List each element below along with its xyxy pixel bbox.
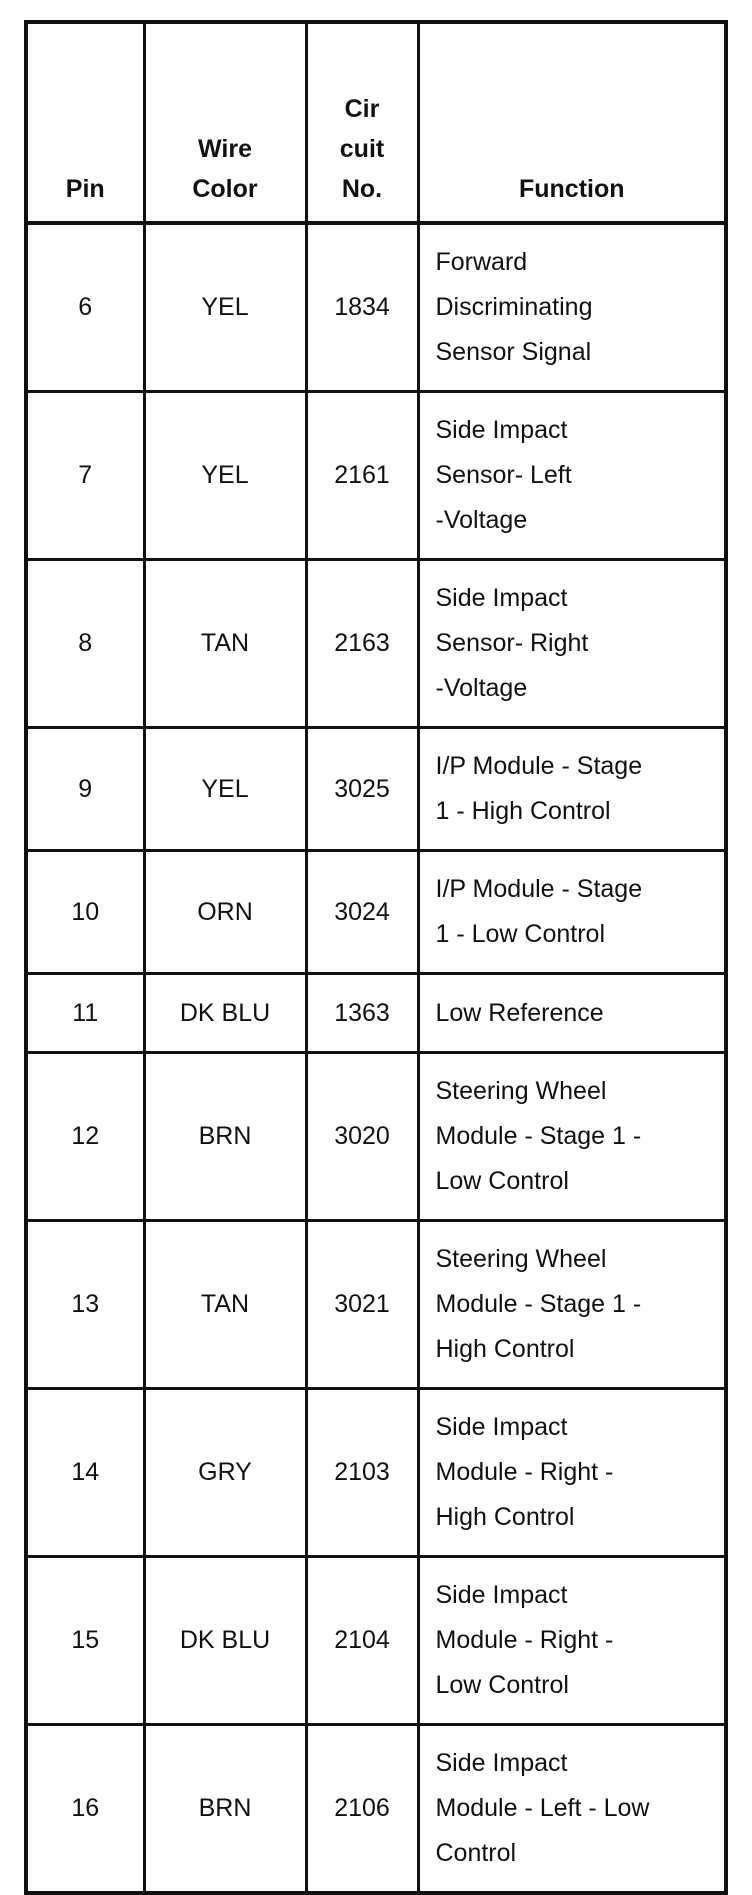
function-line: -Voltage — [435, 674, 528, 702]
wire-color-cell: DK BLU — [144, 974, 306, 1053]
function-cell — [418, 392, 726, 560]
function-cell — [418, 1053, 726, 1221]
wire-color-column-header — [144, 22, 306, 223]
circuit-number-cell: 3021 — [306, 1221, 418, 1389]
function-line: Module - Left - Low — [435, 1794, 650, 1822]
function-line: Low Reference — [435, 998, 604, 1027]
wire-color-cell: YEL — [144, 728, 306, 851]
circuit-number-cell: 2161 — [306, 392, 418, 560]
function-line: Forward — [435, 248, 528, 276]
wire-color-cell: YEL — [144, 223, 306, 392]
circuit-header-line: No. — [341, 175, 383, 203]
function-cell — [418, 1389, 726, 1557]
function-line: Side Impact — [435, 416, 568, 444]
connector-pinout-sheet — [24, 20, 724, 1895]
circuit-number-cell: 3025 — [306, 728, 418, 851]
circuit-number-column-header — [306, 22, 418, 223]
circuit-header-line: Cir — [344, 95, 380, 123]
function-line: Low Control — [435, 1671, 569, 1699]
circuit-number-cell: 2106 — [306, 1725, 418, 1894]
pin-cell: 9 — [26, 728, 144, 851]
table-row — [26, 1221, 726, 1389]
function-line: Low Control — [435, 1167, 569, 1195]
table-row — [26, 1557, 726, 1725]
function-line: I/P Module - Stage — [435, 752, 643, 780]
wire-color-cell: BRN — [144, 1725, 306, 1894]
circuit-header-line: cuit — [339, 135, 385, 163]
table-body — [26, 223, 726, 1893]
circuit-number-cell: 3020 — [306, 1053, 418, 1221]
function-cell — [418, 851, 726, 974]
wire-color-cell: TAN — [144, 1221, 306, 1389]
table-row — [26, 1389, 726, 1557]
function-line: Sensor- Right — [435, 629, 589, 657]
function-column-header — [418, 22, 726, 223]
pin-cell: 10 — [26, 851, 144, 974]
wire-color-cell: TAN — [144, 560, 306, 728]
function-header-text: Function — [518, 175, 625, 203]
function-line: Module - Right - — [435, 1626, 614, 1654]
function-cell — [418, 974, 726, 1053]
table-row — [26, 392, 726, 560]
function-cell — [418, 1725, 726, 1894]
function-line: Side Impact — [435, 1749, 568, 1777]
function-line: Module - Stage 1 - — [435, 1290, 642, 1318]
function-line: Steering Wheel — [435, 1245, 607, 1273]
pin-column-header — [26, 22, 144, 223]
function-line: High Control — [435, 1503, 575, 1531]
table-row — [26, 1053, 726, 1221]
table-row — [26, 1725, 726, 1894]
wire-color-cell: DK BLU — [144, 1557, 306, 1725]
function-line: Module - Stage 1 - — [435, 1122, 642, 1150]
circuit-number-cell: 1834 — [306, 223, 418, 392]
circuit-number-cell: 2104 — [306, 1557, 418, 1725]
table-row — [26, 851, 726, 974]
pin-header-text: Pin — [65, 175, 105, 203]
pin-cell: 8 — [26, 560, 144, 728]
pin-cell: 6 — [26, 223, 144, 392]
function-line: Sensor- Left — [435, 461, 572, 489]
function-line: I/P Module - Stage — [435, 875, 643, 903]
function-cell — [418, 223, 726, 392]
function-line: Control — [435, 1839, 517, 1867]
wire-color-header-line: Wire — [198, 135, 252, 163]
pin-cell: 16 — [26, 1725, 144, 1894]
pin-cell: 15 — [26, 1557, 144, 1725]
wire-color-cell: ORN — [144, 851, 306, 974]
pin-cell: 14 — [26, 1389, 144, 1557]
function-line: Steering Wheel — [435, 1077, 607, 1105]
table-row — [26, 560, 726, 728]
table-row — [26, 974, 726, 1053]
function-line: Sensor Signal — [435, 338, 592, 366]
function-cell — [418, 560, 726, 728]
pin-cell: 12 — [26, 1053, 144, 1221]
pin-cell: 11 — [26, 974, 144, 1053]
function-line: -Voltage — [435, 506, 528, 534]
function-line: Side Impact — [435, 1581, 568, 1609]
function-line: Module - Right - — [435, 1458, 614, 1486]
header-row — [26, 22, 726, 223]
function-line: Side Impact — [435, 1413, 568, 1441]
table-row — [26, 728, 726, 851]
function-line: 1 - High Control — [435, 797, 611, 825]
pin-cell: 7 — [26, 392, 144, 560]
function-cell — [418, 1221, 726, 1389]
circuit-number-cell: 3024 — [306, 851, 418, 974]
wire-color-header-line: Color — [192, 175, 258, 203]
function-line: Side Impact — [435, 584, 568, 612]
function-line: 1 - Low Control — [435, 920, 606, 948]
function-line: Discriminating — [435, 293, 593, 321]
wire-color-cell: BRN — [144, 1053, 306, 1221]
pin-cell: 13 — [26, 1221, 144, 1389]
circuit-number-cell: 2163 — [306, 560, 418, 728]
circuit-number-cell: 2103 — [306, 1389, 418, 1557]
pinout-table — [24, 20, 728, 1895]
wire-color-cell: GRY — [144, 1389, 306, 1557]
function-cell — [418, 1557, 726, 1725]
function-cell — [418, 728, 726, 851]
table-row — [26, 223, 726, 392]
circuit-number-cell: 1363 — [306, 974, 418, 1053]
table-header — [26, 22, 726, 223]
function-line: High Control — [435, 1335, 575, 1363]
wire-color-cell: YEL — [144, 392, 306, 560]
